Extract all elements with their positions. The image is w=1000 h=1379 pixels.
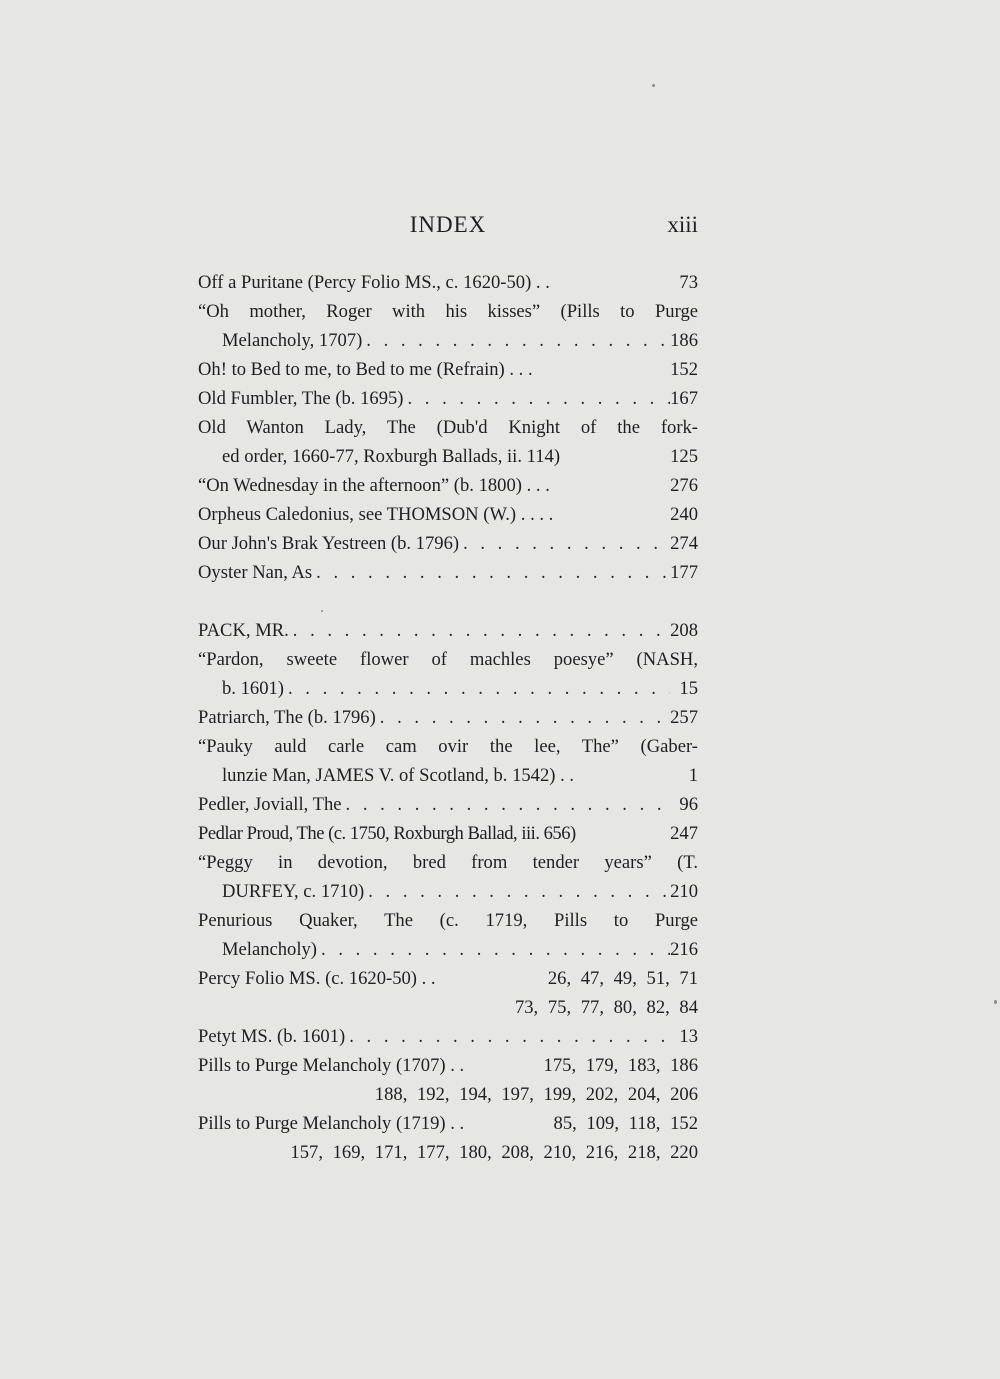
index-entry	[198, 1022, 698, 1051]
entry-page: 152	[670, 359, 698, 380]
entry-page: 1	[688, 765, 698, 786]
index-entry	[198, 558, 698, 587]
entry-page: 167	[670, 388, 698, 409]
index-entry	[198, 297, 698, 326]
entry-text: Old Wanton Lady, The (Dub'd Knight of the fork-	[198, 417, 698, 438]
entry-text: b. 1601)	[222, 678, 284, 699]
entry-text: Our John's Brak Yestreen (b. 1796)	[198, 533, 460, 554]
dot-leader	[403, 384, 670, 413]
paper-speck	[652, 84, 655, 87]
entry-pages: 157, 169, 171, 177, 180, 208, 210, 216, 218, 220	[290, 1142, 698, 1163]
entry-pages: 26, 47, 49, 51, 71	[547, 968, 698, 989]
index-entry	[198, 268, 698, 297]
entry-text: Petyt MS. (b. 1601)	[198, 1026, 346, 1047]
dot-leader	[342, 790, 670, 819]
entry-page: 15	[679, 678, 698, 699]
dot-leader	[317, 935, 670, 964]
dot-leader	[459, 529, 670, 558]
index-entry	[198, 877, 698, 906]
index-entry	[198, 1109, 698, 1138]
index-entry	[198, 761, 698, 790]
entry-page: 247	[670, 823, 698, 844]
entry-text: ed order, 1660-77, Roxburgh Ballads, ii. 114)	[222, 446, 561, 467]
entry-text: Old Fumbler, The (b. 1695)	[198, 388, 404, 409]
index-entry	[198, 964, 698, 993]
index-entry	[198, 1051, 698, 1080]
index-entry	[198, 703, 698, 732]
index-entry	[198, 384, 698, 413]
entry-text: Melancholy, 1707)	[222, 330, 363, 351]
index-entry	[198, 500, 698, 529]
index-entry-continued	[198, 1138, 698, 1167]
entry-page: 274	[670, 533, 698, 554]
index-list	[198, 268, 698, 1167]
index-entry	[198, 355, 698, 384]
section-gap	[198, 587, 698, 616]
entry-page: 125	[670, 446, 698, 467]
entry-page: 208	[670, 620, 698, 641]
entry-page: 96	[679, 794, 698, 815]
dot-leader	[376, 703, 670, 732]
index-entry	[198, 645, 698, 674]
entry-text: Pedlar Proud, The (c. 1750, Roxburgh Ballad, iii. 656)	[198, 823, 576, 844]
entry-text: “Peggy in devotion, bred from tender years” (T.	[198, 852, 698, 873]
dot-leader	[345, 1022, 670, 1051]
dot-leader	[312, 558, 670, 587]
index-entry	[198, 848, 698, 877]
dot-leader	[362, 326, 670, 355]
entry-page: 13	[679, 1026, 698, 1047]
index-entry	[198, 471, 698, 500]
entry-page: 186	[670, 330, 698, 351]
page-title: INDEX	[409, 212, 487, 237]
entry-text: DURFEY, c. 1710)	[222, 881, 365, 902]
entry-text: Orpheus Caledonius, see THOMSON (W.) . . . .	[198, 504, 554, 525]
entry-text: Penurious Quaker, The (c. 1719, Pills to Purge	[198, 910, 698, 931]
index-entry	[198, 326, 698, 355]
index-entry	[198, 442, 698, 471]
entry-text: Patriarch, The (b. 1796)	[198, 707, 376, 728]
index-entry	[198, 935, 698, 964]
entry-page: 257	[670, 707, 698, 728]
entry-text: Pills to Purge Melancholy (1707) . .	[198, 1055, 465, 1076]
entry-text: “Pardon, sweete flower of machles poesye” (NASH,	[198, 649, 698, 670]
index-entry-continued	[198, 1080, 698, 1109]
entry-text: Melancholy)	[222, 939, 318, 960]
paper-speck	[994, 1000, 997, 1004]
entry-text: lunzie Man, JAMES V. of Scotland, b. 1542) . .	[222, 765, 575, 786]
entry-pages: 175, 179, 183, 186	[543, 1055, 698, 1076]
entry-page: 240	[670, 504, 698, 525]
entry-page: 73	[679, 272, 698, 293]
entry-text: Off a Puritane (Percy Folio MS., c. 1620-50) . .	[198, 272, 550, 293]
entry-page: 216	[670, 939, 698, 960]
entry-pages: 188, 192, 194, 197, 199, 202, 204, 206	[374, 1084, 698, 1105]
page-number: xiii	[667, 212, 698, 237]
index-entry	[198, 413, 698, 442]
index-entry	[198, 906, 698, 935]
entry-text: Oh! to Bed to me, to Bed to me (Refrain) . . .	[198, 359, 533, 380]
entry-text: “Oh mother, Roger with his kisses” (Pills to Purge	[198, 301, 698, 322]
entry-text: PACK, MR.	[198, 620, 289, 641]
index-entry	[198, 674, 698, 703]
entry-text: Percy Folio MS. (c. 1620-50) . .	[198, 968, 436, 989]
index-entry	[198, 529, 698, 558]
index-entry-continued	[198, 993, 698, 1022]
paper-speck	[321, 610, 323, 612]
dot-leader	[284, 674, 670, 703]
entry-page: 210	[670, 881, 698, 902]
entry-pages: 85, 109, 118, 152	[553, 1113, 698, 1134]
dot-leader	[289, 616, 670, 645]
index-entry	[198, 819, 698, 848]
index-entry	[198, 616, 698, 645]
entry-pages: 73, 75, 77, 80, 82, 84	[514, 997, 698, 1018]
dot-leader	[364, 877, 670, 906]
entry-text: “Pauky auld carle cam ovir the lee, The” (Gaber-	[198, 736, 698, 757]
page-header	[198, 212, 698, 244]
index-entry	[198, 732, 698, 761]
entry-text: Oyster Nan, As	[198, 562, 313, 583]
entry-page: 276	[670, 475, 698, 496]
entry-text: Pedler, Joviall, The	[198, 794, 342, 815]
entry-page: 177	[670, 562, 698, 583]
entry-text: Pills to Purge Melancholy (1719) . .	[198, 1113, 465, 1134]
index-entry	[198, 790, 698, 819]
entry-text: “On Wednesday in the afternoon” (b. 1800) . . .	[198, 475, 550, 496]
